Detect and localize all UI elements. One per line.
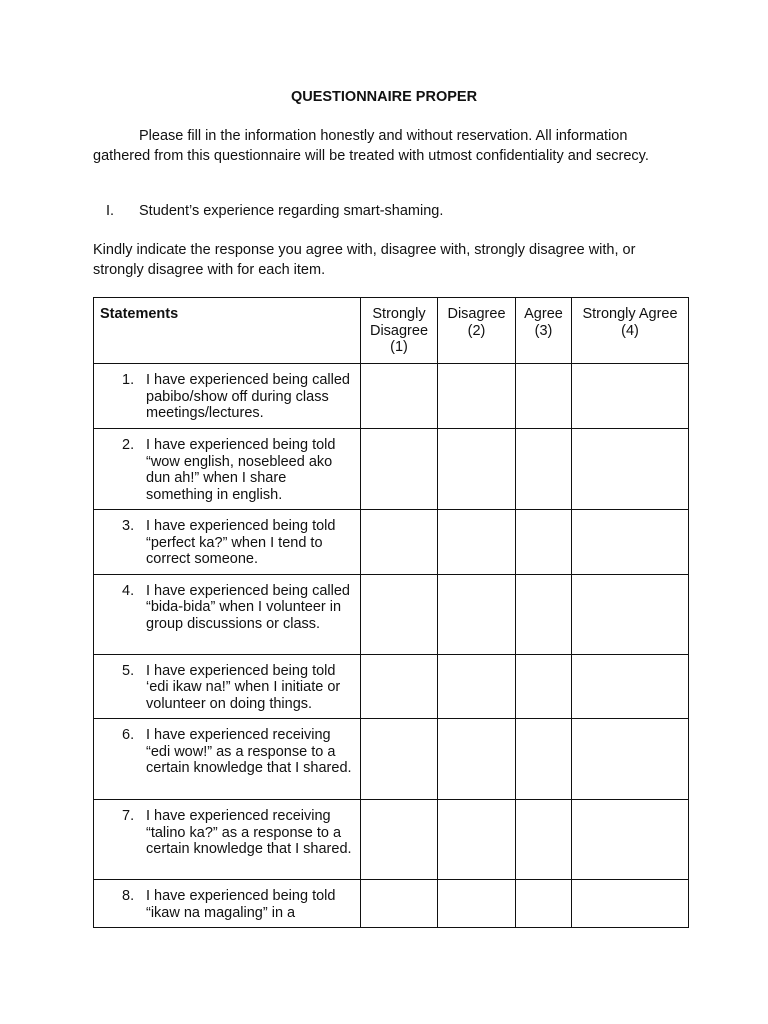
response-cell-agree[interactable] bbox=[516, 719, 572, 800]
response-cell-agree[interactable] bbox=[516, 364, 572, 429]
intro-paragraph: Please fill in the information honestly and without reservation. All information gathered from this questionnaire will be treated with utmost confidentiality and secrecy. bbox=[93, 128, 649, 164]
table-row bbox=[94, 880, 689, 928]
item-text: I have experienced being called “bida-bida” when I volunteer in group discussions or class. bbox=[146, 582, 350, 632]
table-row bbox=[94, 719, 689, 800]
statement-cell bbox=[94, 510, 361, 575]
table-header-row bbox=[94, 298, 689, 364]
item-text: I have experienced being told “ikaw na magaling” in a bbox=[146, 888, 336, 921]
item-number: 6. bbox=[122, 727, 135, 743]
item-text: I have experienced being told ‘edi ikaw na!” when I initiate or volunteer on doing things. bbox=[146, 662, 341, 712]
response-cell-strongly-agree[interactable] bbox=[572, 574, 689, 654]
statement-cell bbox=[94, 880, 361, 928]
response-cell-agree[interactable] bbox=[516, 510, 572, 575]
item-text: I have experienced being called pabibo/show off during class meetings/lectures. bbox=[146, 372, 350, 421]
item-number: 1. bbox=[122, 372, 135, 388]
response-cell-disagree[interactable] bbox=[438, 654, 516, 719]
response-cell-strongly-disagree[interactable] bbox=[361, 800, 438, 880]
table-row bbox=[94, 574, 689, 654]
table-row bbox=[94, 800, 689, 880]
response-cell-strongly-agree[interactable] bbox=[572, 719, 689, 800]
header-strongly-disagree: Strongly Disagree (1) bbox=[361, 298, 438, 364]
response-cell-disagree[interactable] bbox=[438, 429, 516, 510]
item-text: I have experienced receiving “talino ka?” as a response to a certain knowledge that I shared. bbox=[146, 808, 352, 857]
response-cell-disagree[interactable] bbox=[438, 800, 516, 880]
response-cell-strongly-disagree[interactable] bbox=[361, 364, 438, 429]
header-statements: Statements bbox=[94, 298, 361, 364]
header-agree: Agree (3) bbox=[516, 298, 572, 364]
response-cell-agree[interactable] bbox=[516, 429, 572, 510]
table-row bbox=[94, 510, 689, 575]
item-number: 3. bbox=[122, 518, 135, 534]
response-cell-strongly-disagree[interactable] bbox=[361, 880, 438, 928]
item-number: 5. bbox=[122, 662, 135, 679]
table-row bbox=[94, 364, 689, 429]
item-number: 8. bbox=[122, 888, 135, 904]
response-cell-disagree[interactable] bbox=[438, 880, 516, 928]
response-cell-disagree[interactable] bbox=[438, 364, 516, 429]
section-title: Student’s experience regarding smart-shaming. bbox=[139, 203, 444, 219]
response-cell-agree[interactable] bbox=[516, 800, 572, 880]
document-title: QUESTIONNAIRE PROPER bbox=[290, 89, 478, 105]
response-cell-agree[interactable] bbox=[516, 880, 572, 928]
response-cell-strongly-disagree[interactable] bbox=[361, 719, 438, 800]
response-cell-strongly-agree[interactable] bbox=[572, 880, 689, 928]
response-cell-disagree[interactable] bbox=[438, 719, 516, 800]
table-row bbox=[94, 429, 689, 510]
response-cell-strongly-agree[interactable] bbox=[572, 429, 689, 510]
questionnaire-table bbox=[93, 297, 689, 928]
statement-cell bbox=[94, 654, 361, 719]
section-number: I. bbox=[106, 203, 115, 219]
response-cell-disagree[interactable] bbox=[438, 574, 516, 654]
response-cell-disagree[interactable] bbox=[438, 510, 516, 575]
response-cell-strongly-agree[interactable] bbox=[572, 654, 689, 719]
response-cell-strongly-agree[interactable] bbox=[572, 364, 689, 429]
response-cell-strongly-agree[interactable] bbox=[572, 510, 689, 575]
statement-cell bbox=[94, 800, 361, 880]
statement-cell bbox=[94, 574, 361, 654]
header-disagree: Disagree (2) bbox=[438, 298, 516, 364]
response-cell-agree[interactable] bbox=[516, 654, 572, 719]
item-text: I have experienced being told “perfect ka?” when I tend to correct someone. bbox=[146, 518, 336, 567]
section-heading bbox=[106, 202, 443, 220]
response-cell-strongly-disagree[interactable] bbox=[361, 654, 438, 719]
item-text: I have experienced being told “wow english, nosebleed ako dun ah!” when I share something in english. bbox=[146, 437, 336, 503]
response-cell-strongly-disagree[interactable] bbox=[361, 574, 438, 654]
item-number: 7. bbox=[122, 808, 135, 824]
statement-cell bbox=[94, 719, 361, 800]
instruction-paragraph: Kindly indicate the response you agree with, disagree with, strongly disagree with, or strongly disagree with for each item. bbox=[93, 242, 636, 278]
item-number: 2. bbox=[122, 437, 135, 453]
response-cell-agree[interactable] bbox=[516, 574, 572, 654]
table-row bbox=[94, 654, 689, 719]
response-cell-strongly-disagree[interactable] bbox=[361, 429, 438, 510]
item-number: 4. bbox=[122, 582, 135, 599]
header-strongly-agree: Strongly Agree (4) bbox=[572, 298, 689, 364]
response-cell-strongly-agree[interactable] bbox=[572, 800, 689, 880]
item-text: I have experienced receiving “edi wow!” as a response to a certain knowledge that I shared. bbox=[146, 727, 352, 776]
statement-cell bbox=[94, 429, 361, 510]
statement-cell bbox=[94, 364, 361, 429]
response-cell-strongly-disagree[interactable] bbox=[361, 510, 438, 575]
